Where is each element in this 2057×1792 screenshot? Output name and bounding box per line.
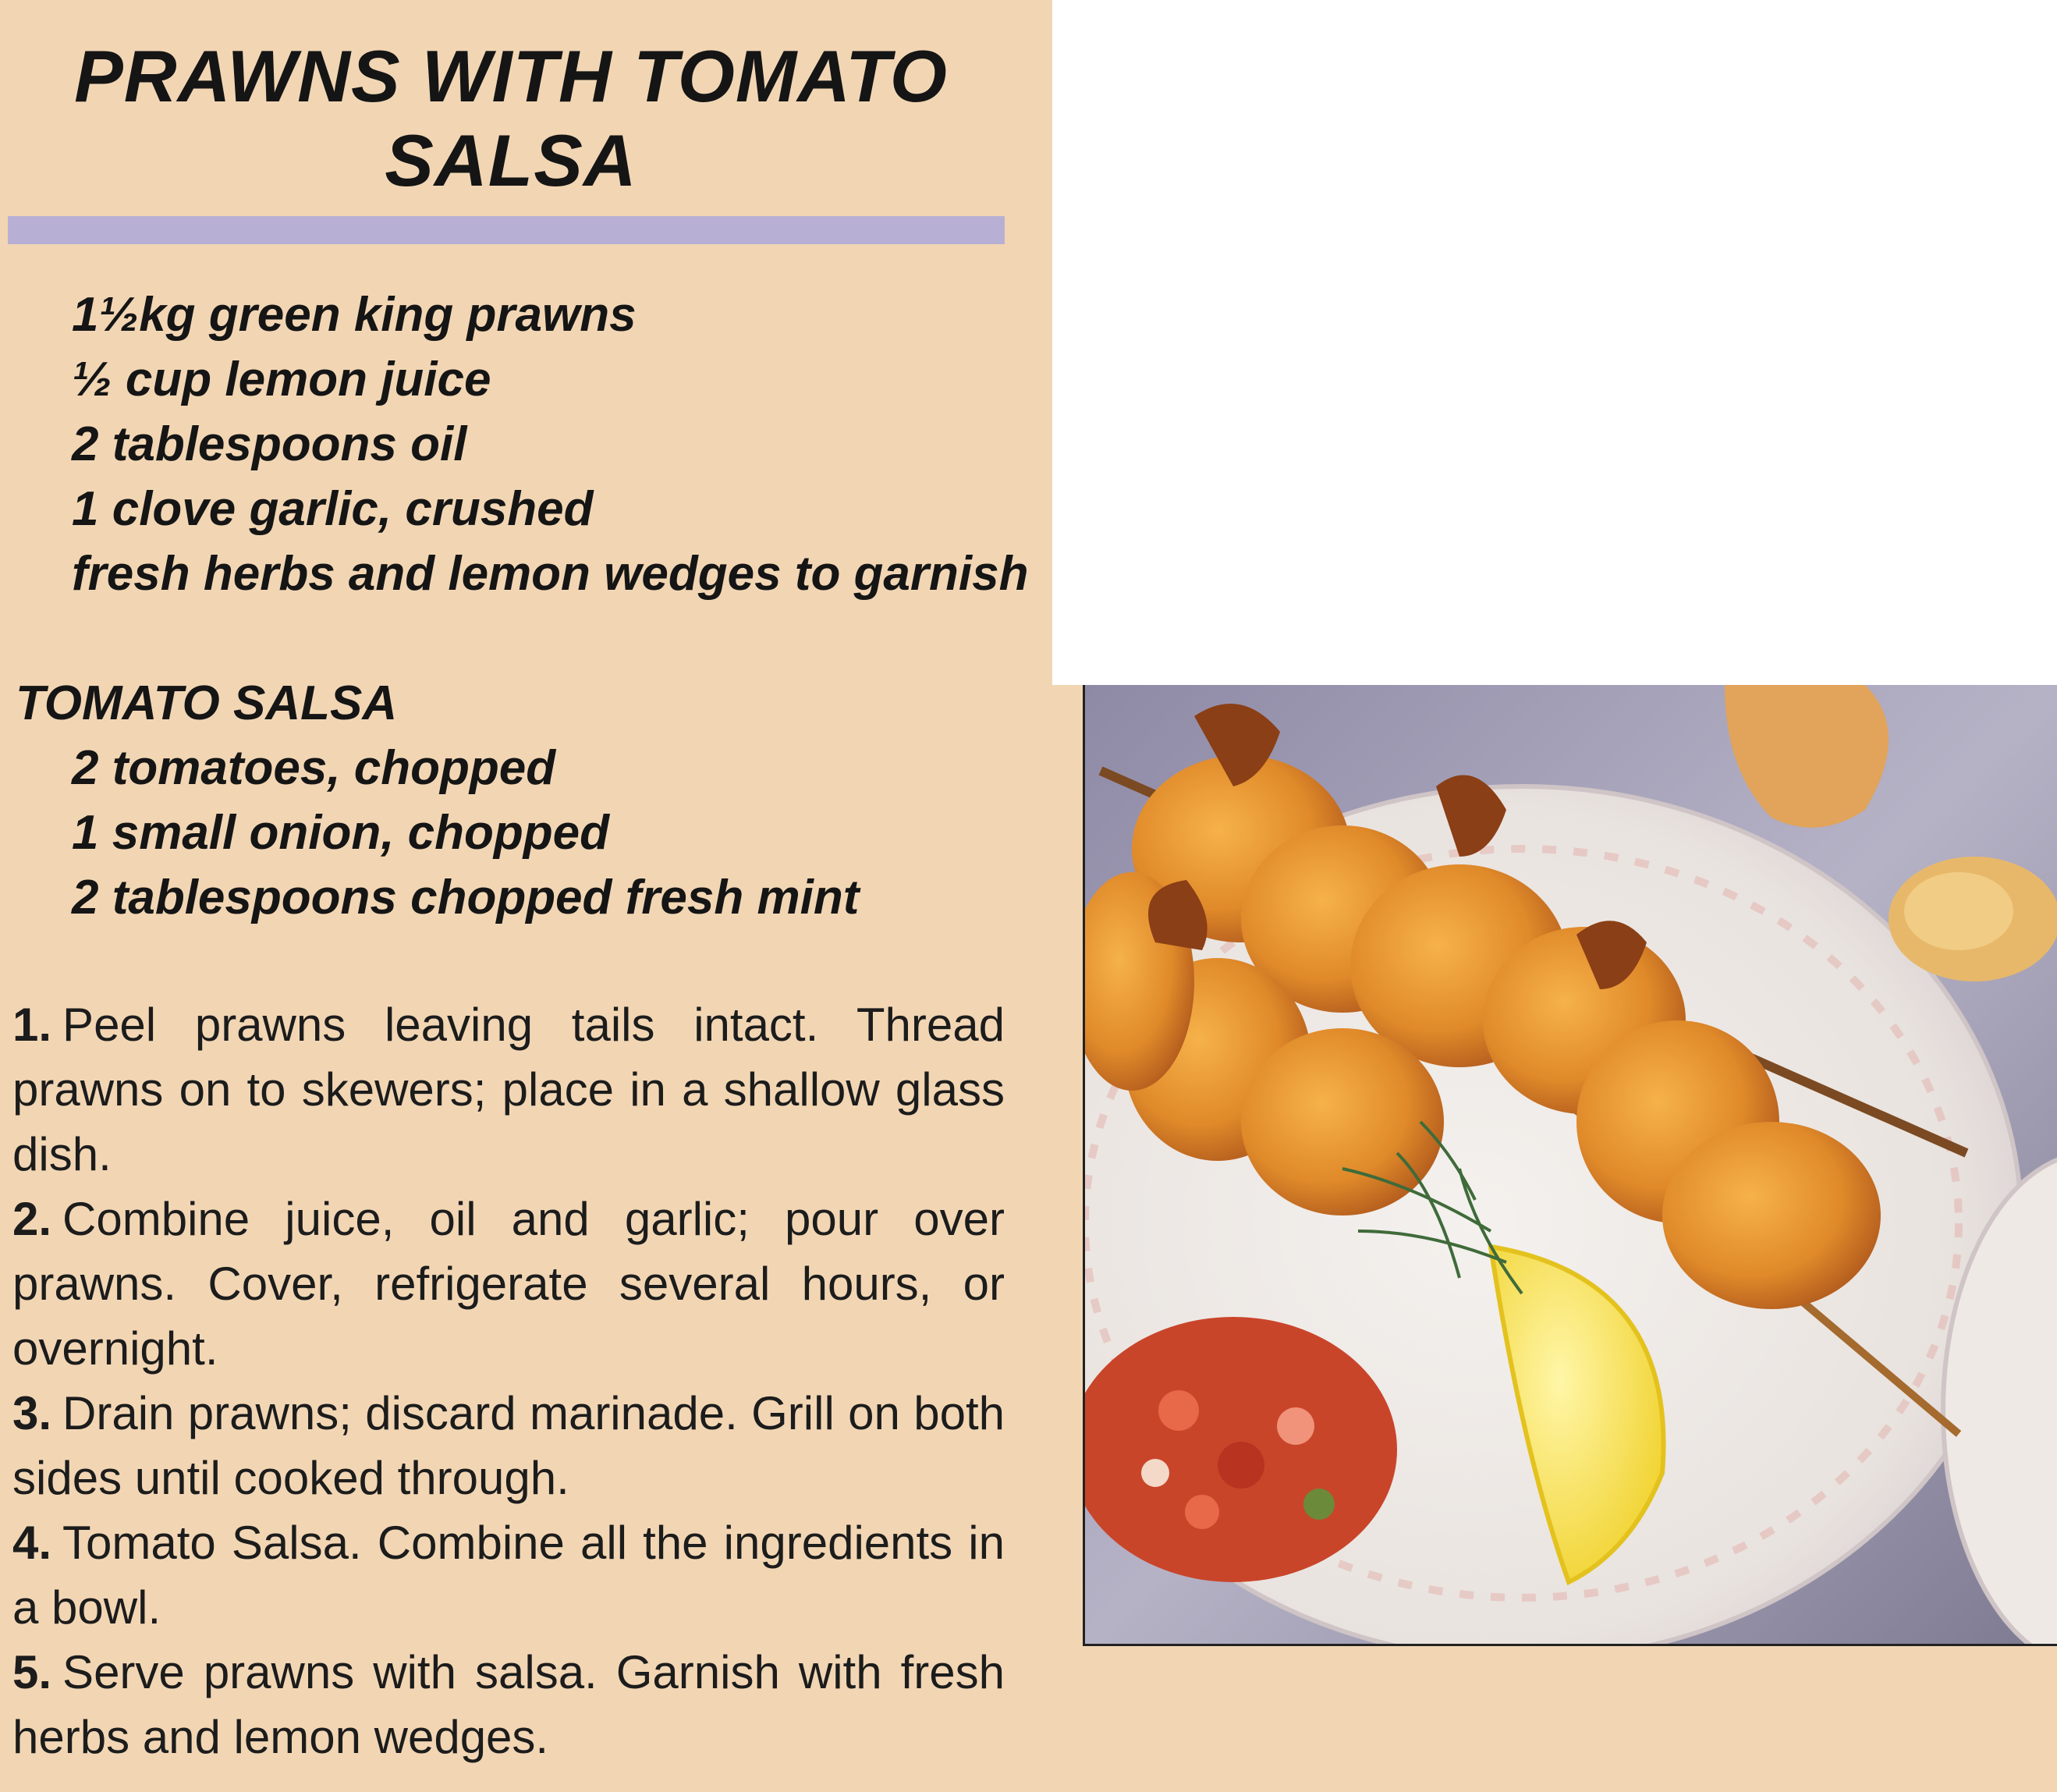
step-number: 4. [12,1517,52,1569]
ingredient-list [72,282,1031,606]
ingredient-item: fresh herbs and lemon wedges to garnish [72,547,1029,601]
ingredient-item: 1 clove garlic, crushed [72,482,594,536]
salsa-ingredient-item: 1 small onion, chopped [72,806,609,860]
title-divider [8,216,1005,244]
salsa-ingredient-item: 2 tomatoes, chopped [72,741,556,795]
method-step [12,1640,1005,1769]
step-number: 1. [12,999,52,1051]
method-steps [12,992,1005,1769]
recipe-title-line1: PRAWNS WITH TOMATO [74,35,948,117]
method-step [12,1381,1005,1510]
salsa-ingredient-list [72,736,1031,930]
step-number: 3. [12,1387,52,1439]
dish-photo [1083,685,2057,1646]
step-text: Serve prawns with salsa. Garnish with fresh herbs and lemon wedges. [12,1646,1005,1763]
step-text: Peel prawns leaving tails intact. Thread prawns on to skewers; place in a shallow glass dish. [12,999,1005,1180]
method-step [12,1510,1005,1640]
ingredient-item: ½ cup lemon juice [72,353,491,406]
dish-illustration [1085,685,2057,1646]
step-text: Combine juice, oil and garlic; pour over prawns. Cover, refrigerate several hours, or overnight. [12,1193,1005,1375]
step-text: Tomato Salsa. Combine all the ingredients in a bowl. [12,1517,1005,1634]
method-step [12,1187,1005,1381]
method-step [12,992,1005,1187]
salsa-ingredient-item: 2 tablespoons chopped fresh mint [72,871,860,924]
recipe-title-line2: SALSA [385,119,637,201]
ingredient-item: 2 tablespoons oil [72,417,467,471]
recipe-title [0,34,1022,203]
step-number: 5. [12,1646,52,1698]
salsa-heading: TOMATO SALSA [16,676,398,730]
step-text: Drain prawns; discard marinade. Grill on both sides until cooked through. [12,1387,1005,1504]
ingredient-item: 1½kg green king prawns [72,288,637,342]
step-number: 2. [12,1193,52,1245]
